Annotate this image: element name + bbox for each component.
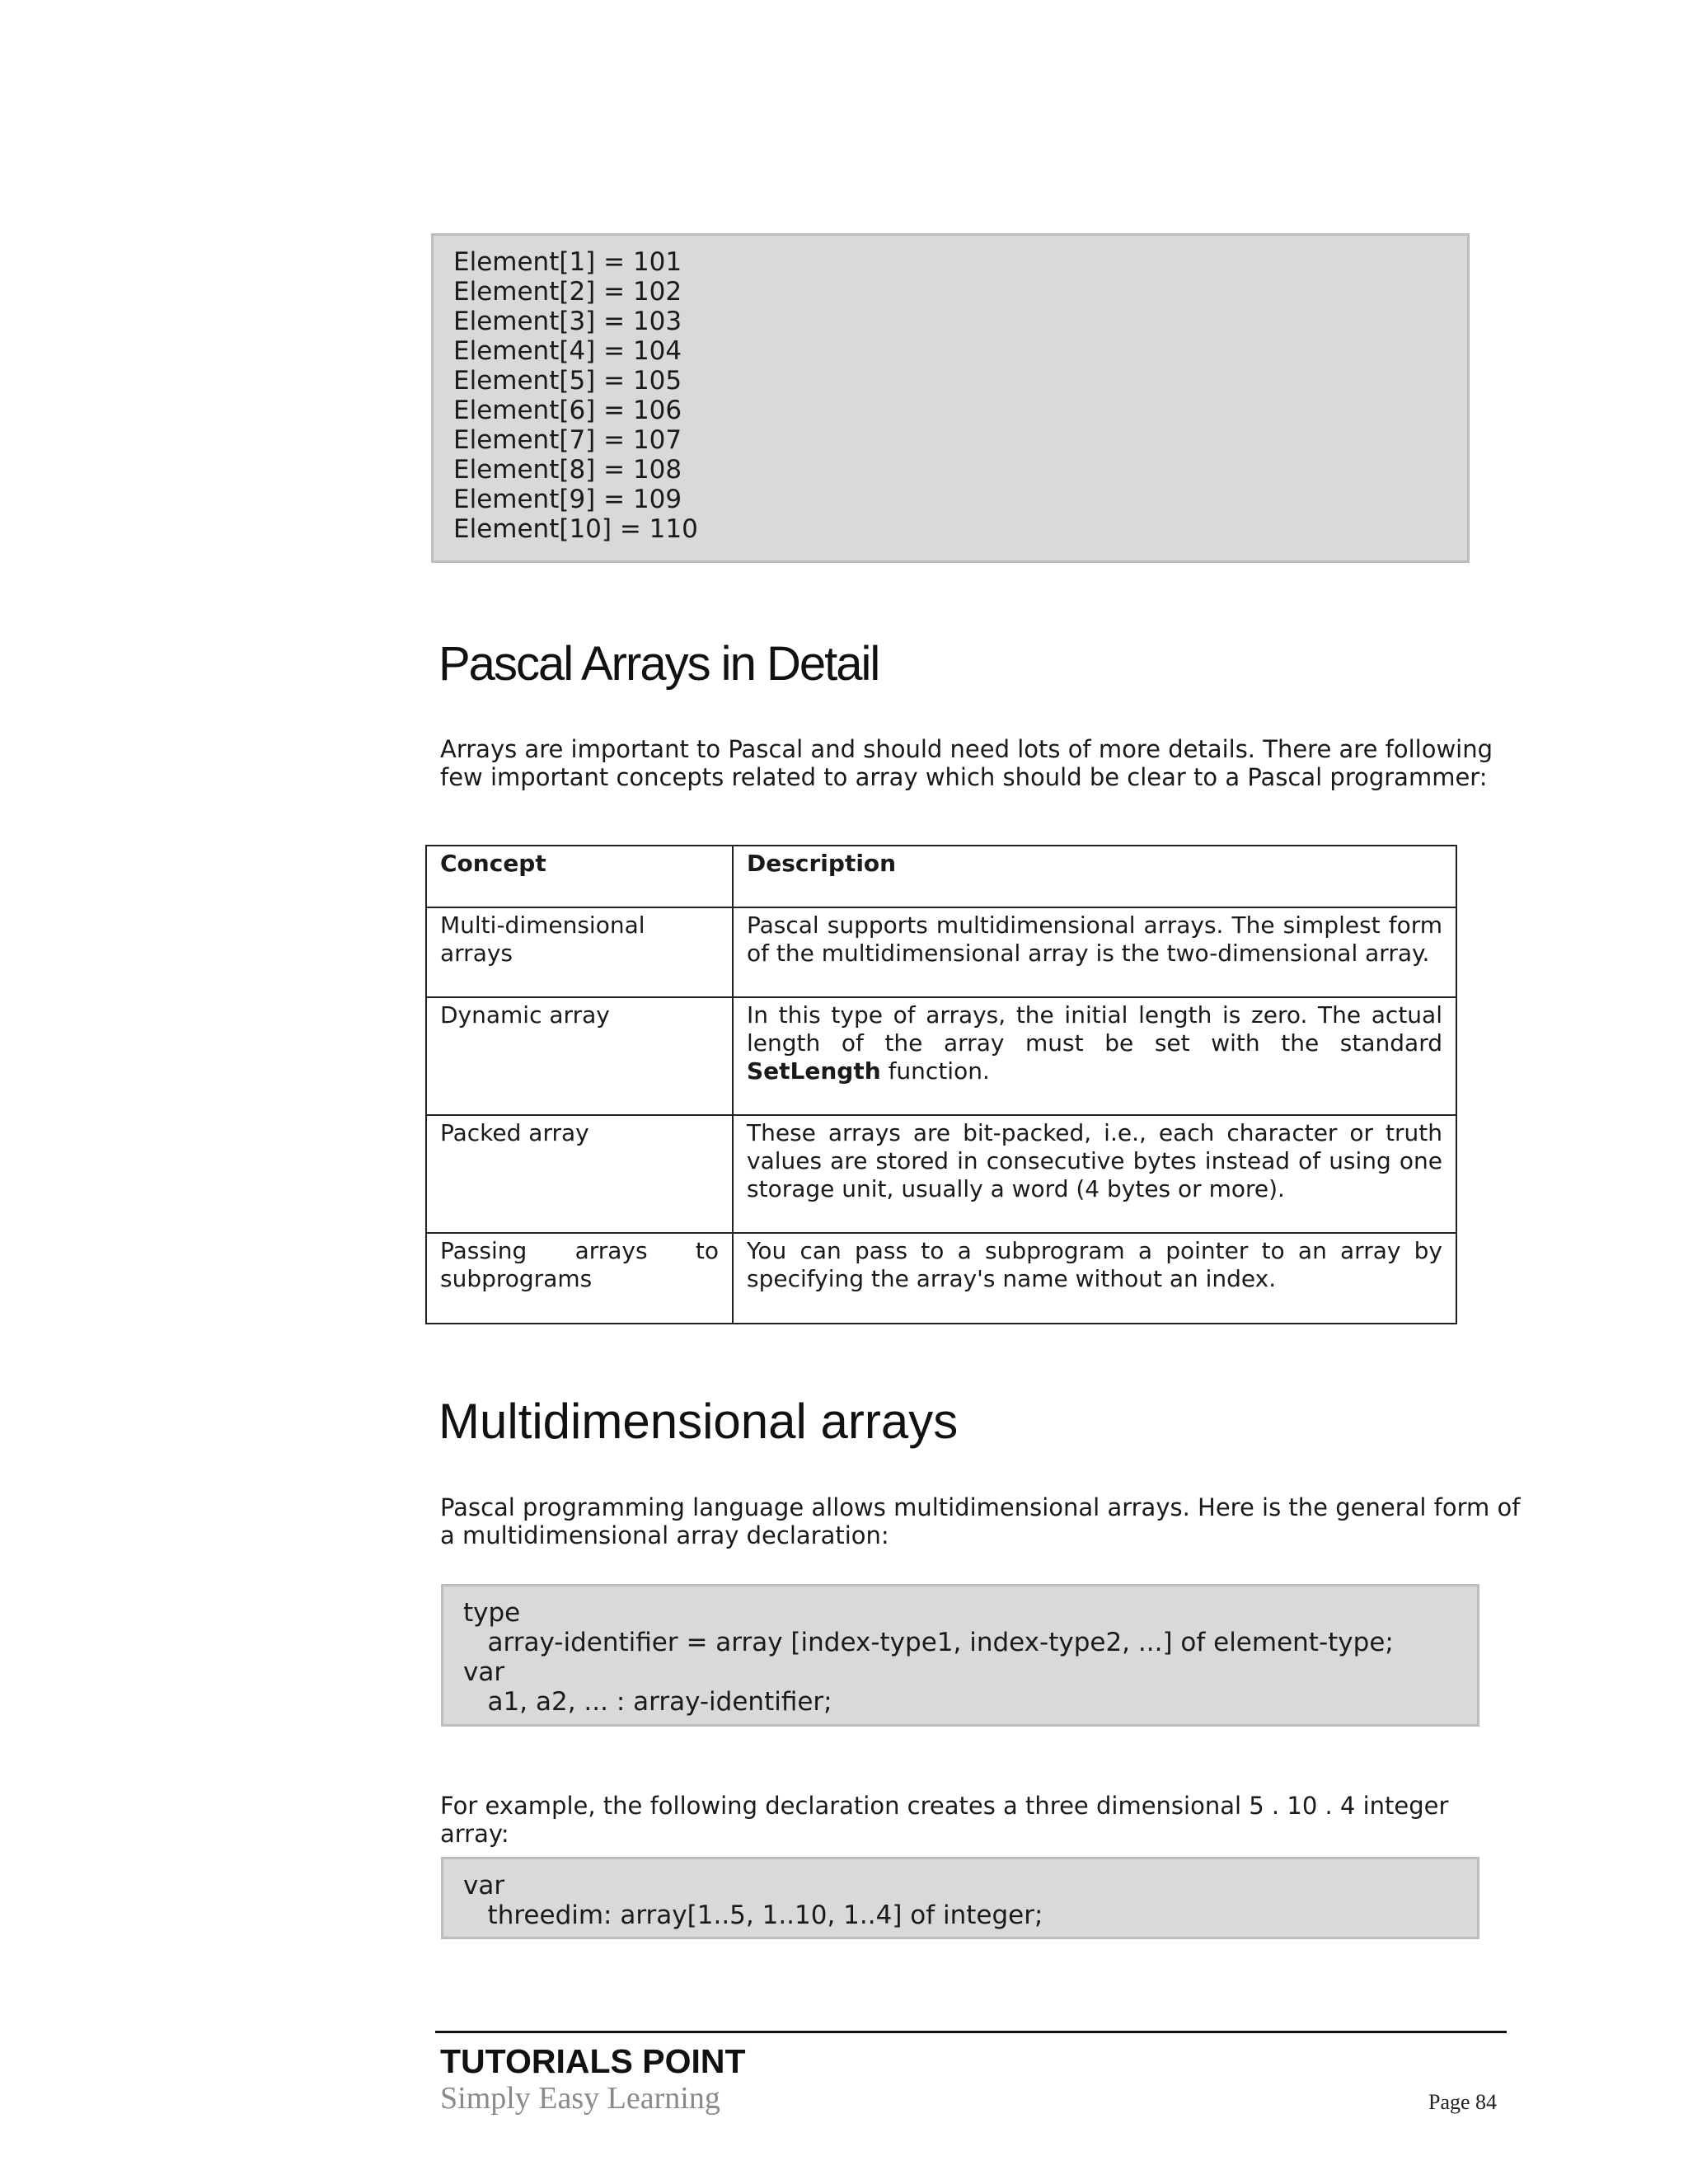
- output-line: Element[10] = 110: [453, 514, 698, 544]
- declaration-code-block: [441, 1584, 1479, 1727]
- output-line: Element[8] = 108: [453, 455, 682, 485]
- code-line: threedim: array[1..5, 1..10, 1..4] of integer;: [463, 1900, 1043, 1930]
- code-line: var: [463, 1871, 505, 1900]
- section-heading-multidimensional-arrays: Multidimensional arrays: [438, 1394, 959, 1449]
- concept-cell: Multi-dimensional arrays: [426, 907, 733, 997]
- description-cell: These arrays are bit-packed, i.e., each character or truth values are stored in consecutive bytes instead of using one storage unit, usually a word (4 bytes or more).: [733, 1115, 1456, 1233]
- output-line: Element[6] = 106: [453, 396, 682, 425]
- footer-divider: [435, 2031, 1507, 2033]
- section2-intro-line: a multidimensional array declaration:: [440, 1521, 889, 1549]
- example-code-block: [441, 1857, 1479, 1939]
- output-line: Element[3] = 103: [453, 307, 682, 336]
- header-description: Description: [733, 846, 1456, 907]
- table-header-row: [426, 846, 1456, 907]
- output-line: Element[5] = 105: [453, 366, 682, 396]
- code-line: array-identifier = array [index-type1, index-type2, ...] of element-type;: [463, 1628, 1394, 1657]
- example-text-line: array:: [440, 1820, 509, 1848]
- output-code-block: [431, 233, 1470, 563]
- description-cell: You can pass to a subprogram a pointer to an array by specifying the array's name without an index.: [733, 1233, 1456, 1324]
- concept-cell: Passing arrays to subprograms: [426, 1233, 733, 1324]
- concept-cell: Dynamic array: [426, 997, 733, 1115]
- output-line: Element[4] = 104: [453, 336, 682, 366]
- output-line: Element[2] = 102: [453, 277, 682, 307]
- setlength-keyword: SetLength: [747, 1057, 881, 1085]
- table-row: [426, 1233, 1456, 1324]
- code-line: a1, a2, ... : array-identifier;: [463, 1687, 832, 1717]
- description-cell: Pascal supports multidimensional arrays. The simplest form of the multidimensional array is the two-dimensional array.: [733, 907, 1456, 997]
- table-row: [426, 1115, 1456, 1233]
- footer-tagline: Simply Easy Learning: [440, 2081, 720, 2116]
- output-line: Element[7] = 107: [453, 425, 682, 455]
- description-cell: [733, 997, 1456, 1115]
- section2-intro-line: Pascal programming language allows multidimensional arrays. Here is the general form of: [440, 1493, 1521, 1521]
- concepts-table: [425, 845, 1457, 1324]
- description-text: In this type of arrays, the initial length is zero. The actual length of the array must be set with the standard: [747, 1001, 1442, 1057]
- description-text: function.: [880, 1057, 990, 1085]
- output-line: Element[1] = 101: [453, 247, 682, 277]
- page-number: Page 84: [1428, 2090, 1498, 2114]
- concept-cell: Packed array: [426, 1115, 733, 1233]
- example-text-line: For example, the following declaration creates a three dimensional 5 . 10 . 4 integer: [440, 1792, 1449, 1820]
- header-concept: Concept: [426, 846, 733, 907]
- code-line: type: [463, 1598, 521, 1628]
- table-row: [426, 907, 1456, 997]
- output-line: Element[9] = 109: [453, 485, 682, 514]
- table-row: [426, 997, 1456, 1115]
- footer-brand: TUTORIALS POINT: [440, 2042, 746, 2080]
- section1-intro-line: few important concepts related to array which should be clear to a Pascal programmer:: [440, 763, 1488, 791]
- code-line: var: [463, 1657, 505, 1687]
- section-heading-arrays-in-detail: Pascal Arrays in Detail: [438, 637, 879, 691]
- section1-intro-line: Arrays are important to Pascal and should need lots of more details. There are following: [440, 735, 1493, 763]
